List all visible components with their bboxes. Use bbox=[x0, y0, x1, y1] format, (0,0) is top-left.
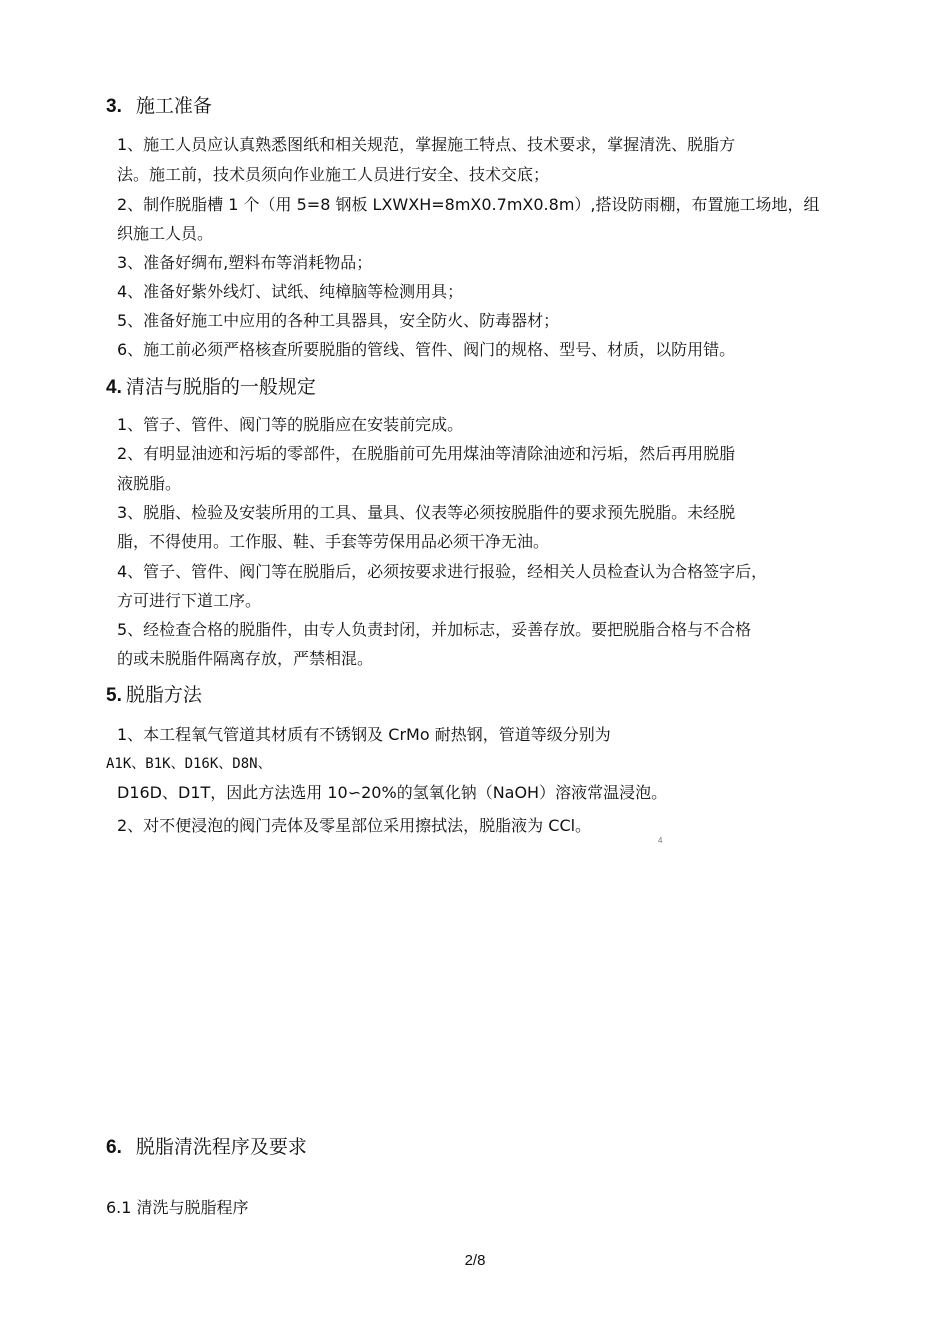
section-4-line-4: 3、脱脂、检验及安装所用的工具、量具、仪表等必须按脱脂件的要求预先脱脂。未经脱 bbox=[117, 503, 736, 522]
section-4-title: 清洁与脱脂的一般规定 bbox=[125, 376, 316, 398]
section-5-line-4: 2、对不便浸泡的阀门壳体及零星部位采用擦拭法，脱脂液为 CCl。 bbox=[117, 816, 592, 835]
section-5-title: 脱脂方法 bbox=[125, 684, 202, 706]
section-3-line-6: 4、准备好紫外线灯、试纸、纯樟脑等检测用具； bbox=[117, 282, 464, 301]
section-3-line-8: 6、施工前必须严格核查所要脱脂的管线、管件、阀门的规格、型号、材质，以防用错。 bbox=[117, 340, 736, 359]
section-3-line-4: 织施工人员。 bbox=[117, 224, 214, 243]
section-4-line-8: 5、经检查合格的脱脂件，由专人负责封闭，并加标志，妥善存放。要把脱脂合格与不合格 bbox=[117, 620, 752, 639]
section-4-line-3: 液脱脂。 bbox=[117, 474, 182, 493]
section-3-number: 3. bbox=[106, 96, 122, 117]
section-4-line-9: 的或未脱脂件隔离存放，严禁相混。 bbox=[117, 649, 374, 668]
section-3-line-7: 5、准备好施工中应用的各种工具器具，安全防火、防毒器材； bbox=[117, 311, 560, 330]
subscript-note: 4 bbox=[658, 836, 663, 845]
section-4-line-2: 2、有明显油迹和污垢的零部件，在脱脂前可先用煤油等清除油迹和污垢，然后再用脱脂 bbox=[117, 444, 736, 463]
section-4-number: 4. bbox=[106, 377, 122, 398]
section-4-heading bbox=[106, 374, 316, 401]
section-6-heading bbox=[106, 1134, 307, 1161]
section-5-heading bbox=[106, 682, 202, 709]
section-6-subheading: 6.1 清洗与脱脂程序 bbox=[106, 1198, 249, 1217]
section-5-line-3: D16D、D1T，因此方法选用 10∽20%的氢氧化钠（NaOH）溶液常温浸泡。 bbox=[117, 783, 668, 802]
section-3-heading bbox=[106, 93, 212, 120]
section-3-line-3: 2、制作脱脂槽 1 个（用 5=8 钢板 LXWXH=8mX0.7mX0.8m）,搭设防雨棚，布置施工场地，组 bbox=[117, 195, 820, 214]
section-3-line-1: 1、施工人员应认真熟悉图纸和相关规范，掌握施工特点、技术要求，掌握清洗、脱脂方 bbox=[117, 135, 736, 154]
section-3-line-5: 3、准备好绸布,塑料布等消耗物品； bbox=[117, 253, 373, 272]
section-6-number: 6. bbox=[106, 1137, 122, 1158]
section-4-line-5: 脂，不得使用。工作服、鞋、手套等劳保用品必须干净无油。 bbox=[117, 532, 550, 551]
section-6-title: 脱脂清洗程序及要求 bbox=[135, 1136, 307, 1158]
section-4-line-7: 方可进行下道工序。 bbox=[117, 591, 262, 610]
section-5-line-2: A1K、B1K、D16K、D8N、 bbox=[106, 756, 272, 772]
section-3-title: 施工准备 bbox=[135, 95, 212, 117]
page-number: 2/8 bbox=[464, 1252, 486, 1269]
section-5-line-1: 1、本工程氧气管道其材质有不锈钢及 CrMo 耐热钢，管道等级分别为 bbox=[117, 725, 611, 744]
section-4-line-6: 4、管子、管件、阀门等在脱脂后，必须按要求进行报验，经相关人员检查认为合格签字后， bbox=[117, 562, 768, 581]
section-3-line-2: 法。施工前，技术员须向作业施工人员进行安全、技术交底； bbox=[117, 165, 550, 184]
section-4-line-1: 1、管子、管件、阀门等的脱脂应在安装前完成。 bbox=[117, 415, 464, 434]
section-5-number: 5. bbox=[106, 685, 122, 706]
